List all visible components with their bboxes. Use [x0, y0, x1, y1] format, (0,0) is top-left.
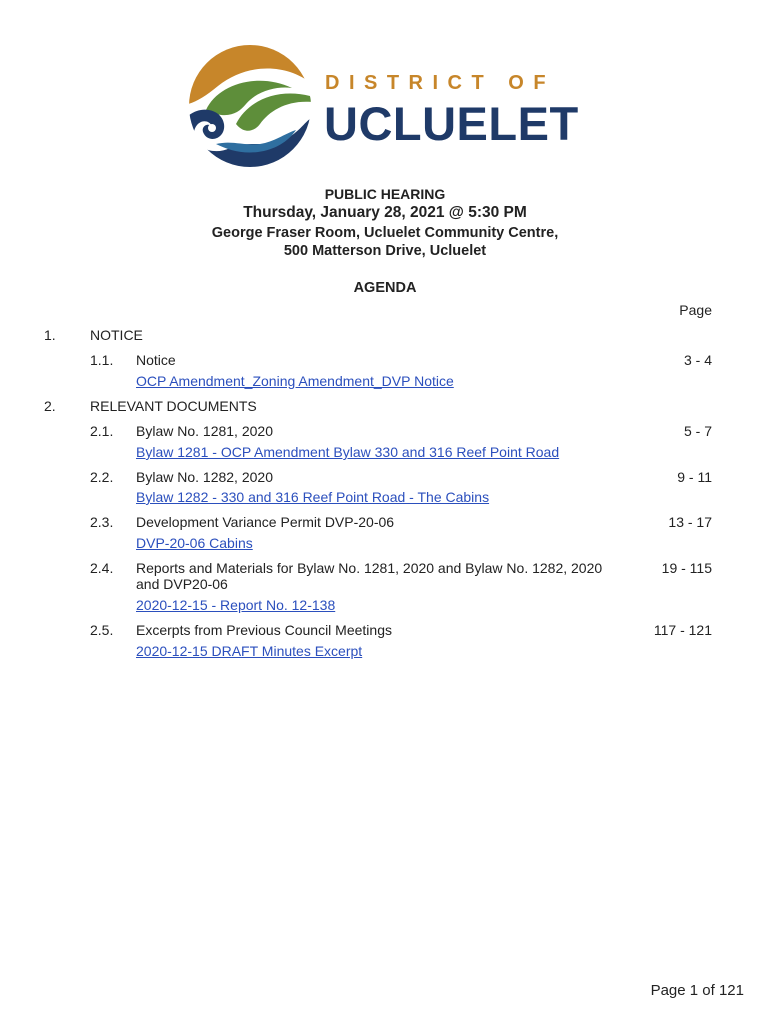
logo-district-of-text: DISTRICT OF: [325, 72, 556, 94]
agenda-item-pages: 3 - 4: [683, 352, 712, 368]
agenda-item-pages: 19 - 115: [661, 560, 712, 576]
agenda-item-number: 2.3.: [90, 514, 114, 530]
agenda-item-title: Excerpts from Previous Council Meetings: [136, 622, 392, 638]
attachment-link[interactable]: 2020-12-15 DRAFT Minutes Excerpt: [136, 643, 363, 659]
meeting-venue-line1: George Fraser Room, Ucluelet Community Centre,: [211, 225, 559, 241]
attachment-link[interactable]: 2020-12-15 - Report No. 12-138: [136, 597, 336, 613]
meeting-venue-line2: 500 Matterson Drive, Ucluelet: [283, 243, 487, 259]
section-title: RELEVANT DOCUMENTS: [90, 398, 257, 414]
section-number: 1.: [44, 327, 56, 343]
page-column-header: Page: [679, 302, 712, 318]
agenda-item-pages: 9 - 11: [677, 469, 712, 485]
page-indicator: Page 1 of 121: [650, 982, 744, 999]
agenda-item-title: Reports and Materials for Bylaw No. 1281, 2020 and Bylaw No. 1282, 2020 and DVP20-06: [136, 560, 603, 592]
section-title: NOTICE: [90, 327, 143, 343]
district-logo: [188, 44, 579, 168]
agenda-item-title: Development Variance Permit DVP-20-06: [136, 514, 395, 530]
agenda-item-number: 1.1.: [90, 352, 114, 368]
agenda-item-pages: 117 - 121: [653, 622, 712, 638]
meeting-type-title: PUBLIC HEARING: [324, 186, 446, 202]
agenda-item-number: 2.1.: [90, 423, 114, 439]
agenda-item-pages: 13 - 17: [668, 514, 712, 530]
agenda-item-pages: 5 - 7: [683, 423, 712, 439]
agenda-item-number: 2.2.: [90, 469, 114, 485]
district-emblem-icon: [188, 44, 312, 168]
agenda-item-number: 2.4.: [90, 560, 114, 576]
agenda-item-title: Bylaw No. 1282, 2020: [136, 469, 273, 485]
agenda-item-title: Notice: [136, 352, 176, 368]
logo-ucluelet-text: UCLUELET: [324, 97, 579, 150]
section-number: 2.: [44, 398, 56, 414]
agenda-item-title: Bylaw No. 1281, 2020: [136, 423, 273, 439]
agenda-item-number: 2.5.: [90, 622, 114, 638]
meeting-date: Thursday, January 28, 2021 @ 5:30 PM: [243, 204, 527, 221]
attachment-link[interactable]: OCP Amendment_Zoning Amendment_DVP Notice: [136, 373, 454, 389]
agenda-heading: AGENDA: [353, 280, 417, 296]
attachment-link[interactable]: Bylaw 1281 - OCP Amendment Bylaw 330 and 316 Reef Point Road: [136, 444, 560, 460]
attachment-link[interactable]: DVP-20-06 Cabins: [136, 535, 253, 551]
attachment-link[interactable]: Bylaw 1282 - 330 and 316 Reef Point Road - The Cabins: [136, 489, 490, 505]
